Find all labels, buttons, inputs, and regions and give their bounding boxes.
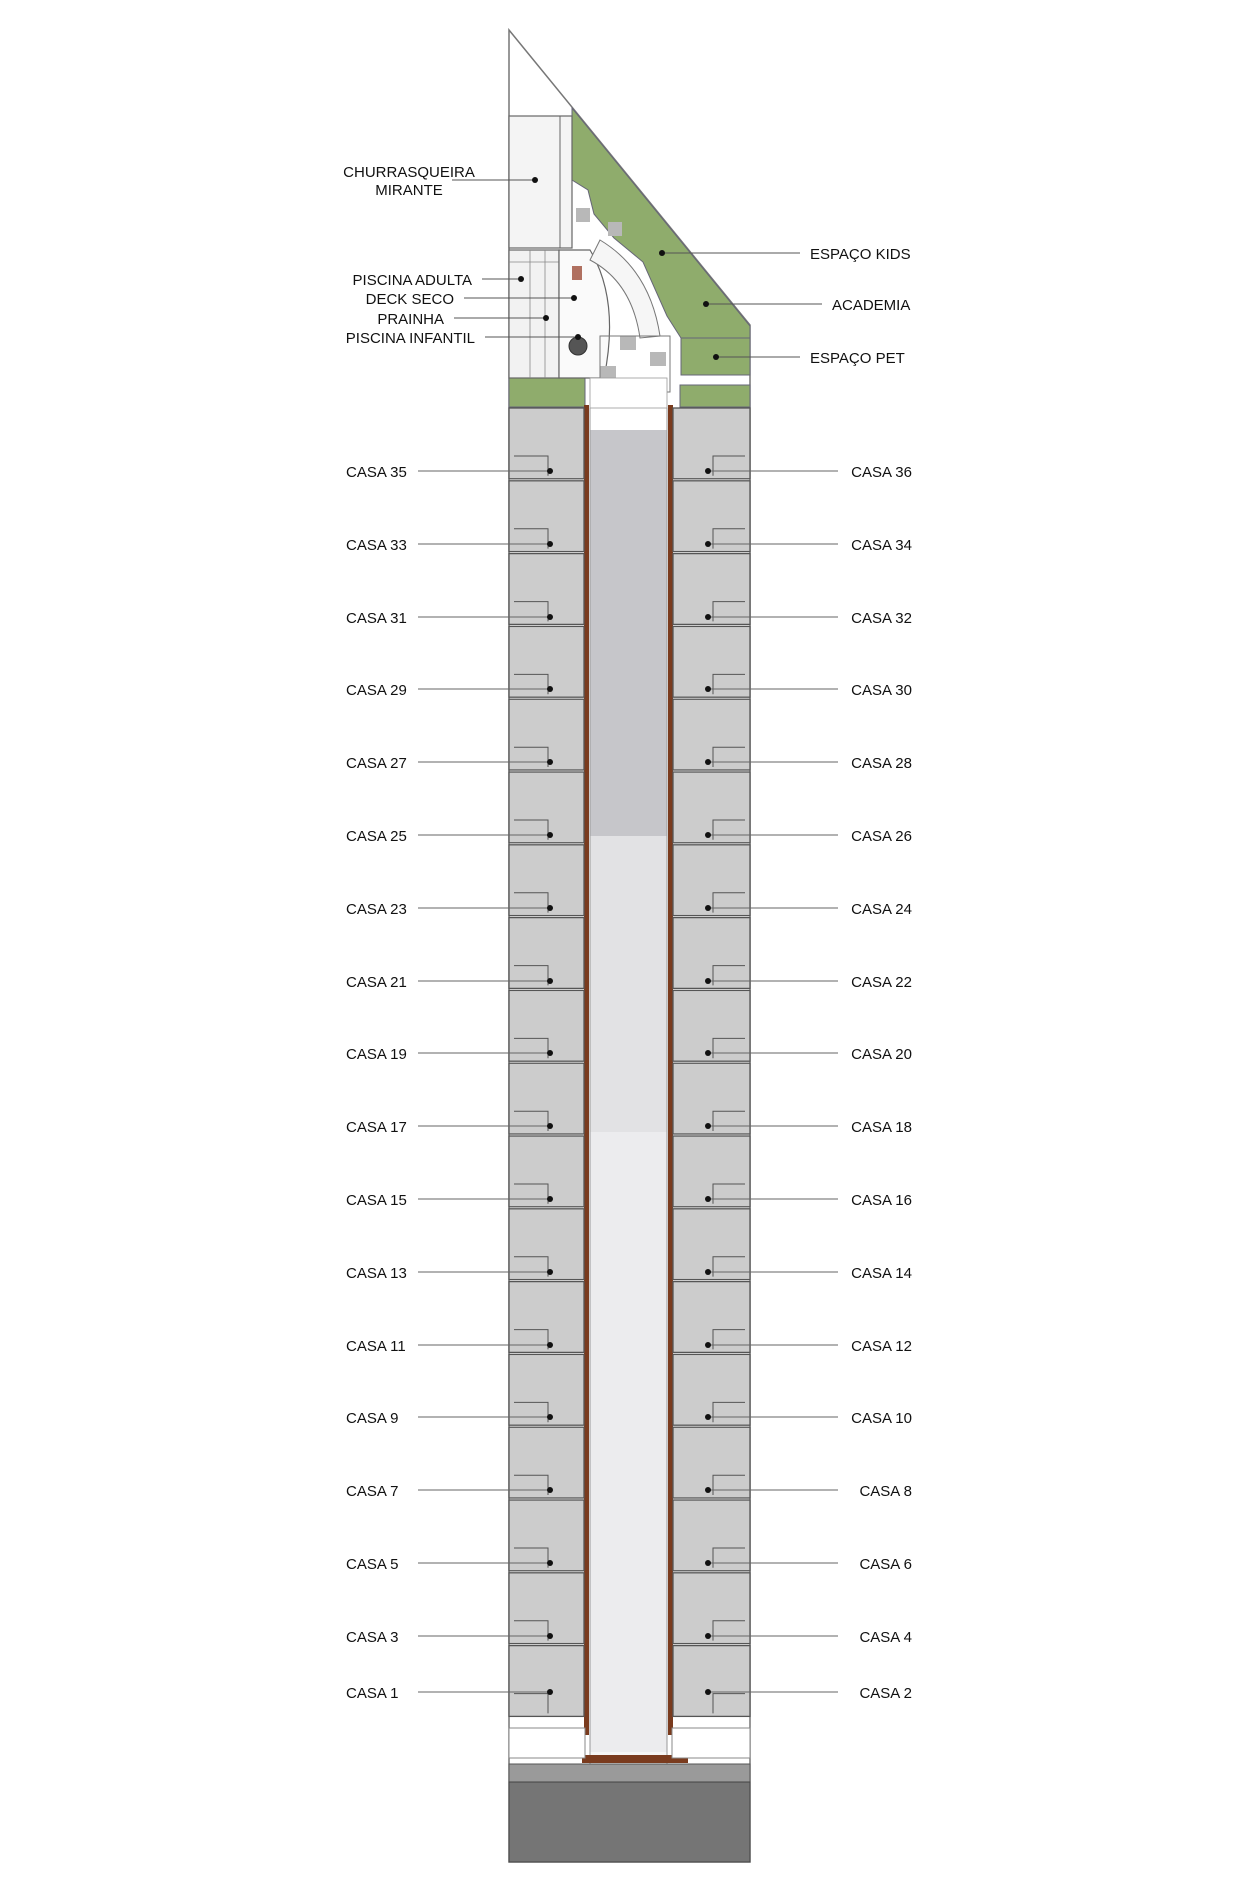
house-label-right: CASA 34 — [851, 537, 912, 554]
house-label-right: CASA 14 — [851, 1265, 912, 1282]
house-label-right: CASA 8 — [859, 1483, 912, 1500]
house-dot — [547, 1633, 553, 1639]
house-label-left: CASA 29 — [346, 682, 407, 699]
dot-academia — [703, 301, 709, 307]
house-dot — [705, 1196, 711, 1202]
house-label-right: CASA 18 — [851, 1119, 912, 1136]
house-label-left: CASA 7 — [346, 1483, 399, 1500]
house-lot-left — [509, 1136, 584, 1207]
brick-detail — [572, 266, 582, 280]
dot-prainha — [543, 315, 549, 321]
house-dot — [547, 1342, 553, 1348]
house-dot — [547, 1689, 553, 1695]
house-dot — [547, 614, 553, 620]
house-lot-left — [509, 481, 584, 552]
house-lot-left — [509, 1500, 584, 1571]
label-piscina-adulta: PISCINA ADULTA — [352, 272, 472, 289]
house-dot — [705, 468, 711, 474]
house-label-left: CASA 17 — [346, 1119, 407, 1136]
house-label-right: CASA 6 — [859, 1556, 912, 1573]
house-dot — [547, 1050, 553, 1056]
entrance-gap — [590, 378, 667, 408]
house-dot — [547, 905, 553, 911]
house-lot-right — [673, 845, 750, 916]
house-label-right: CASA 4 — [859, 1629, 912, 1646]
house-label-left: CASA 25 — [346, 828, 407, 845]
house-lot-left — [509, 1354, 584, 1425]
dot-churrasqueira — [532, 177, 538, 183]
house-lot-right — [673, 554, 750, 625]
label-piscina-infantil: PISCINA INFANTIL — [345, 330, 475, 347]
house-lot-right — [673, 408, 750, 479]
house-lot-left — [509, 772, 584, 843]
road-mid-section — [590, 836, 667, 1132]
house-lot-left — [509, 699, 584, 770]
house-dot — [705, 1414, 711, 1420]
house-lot-right — [673, 990, 750, 1061]
piscina-adulta — [509, 250, 559, 378]
label-churrasqueira: CHURRASQUEIRA — [343, 164, 475, 181]
house-lot-left — [509, 554, 584, 625]
house-label-right: CASA 30 — [851, 682, 912, 699]
house-dot — [705, 1050, 711, 1056]
house-lot-left — [509, 408, 584, 479]
house-label-right: CASA 2 — [859, 1685, 912, 1702]
house-label-right: CASA 10 — [851, 1410, 912, 1427]
house-lot-right — [673, 1136, 750, 1207]
house-dot — [705, 1689, 711, 1695]
house-label-right: CASA 26 — [851, 828, 912, 845]
house-label-right: CASA 22 — [851, 974, 912, 991]
deck-tile-2 — [608, 222, 622, 236]
lawn-strip-right — [680, 385, 750, 407]
house-label-right: CASA 32 — [851, 610, 912, 627]
deck-tile-5 — [650, 352, 666, 366]
house-label-right: CASA 24 — [851, 901, 912, 918]
house-lot-left — [509, 626, 584, 697]
house-label-left: CASA 23 — [346, 901, 407, 918]
house-dot — [705, 1123, 711, 1129]
house-dot — [705, 541, 711, 547]
house-lot-left — [509, 1282, 584, 1353]
dot-piscina-adulta — [518, 276, 524, 282]
house-lot-left — [509, 1573, 584, 1644]
wood-fence-right — [668, 405, 673, 1735]
bottom-right-strip — [672, 1728, 750, 1758]
house-label-left: CASA 13 — [346, 1265, 407, 1282]
house-lot-right — [673, 481, 750, 552]
house-dot — [547, 541, 553, 547]
house-dot — [705, 978, 711, 984]
house-dot — [705, 1269, 711, 1275]
house-label-left: CASA 15 — [346, 1192, 407, 1209]
label-mirante: MIRANTE — [375, 182, 443, 199]
house-lot-right — [673, 918, 750, 989]
label-deck-seco: DECK SECO — [365, 291, 454, 308]
house-dot — [547, 759, 553, 765]
house-lot-right — [673, 626, 750, 697]
house-lot-right — [673, 1354, 750, 1425]
house-label-left: CASA 21 — [346, 974, 407, 991]
road-dark-section — [590, 430, 667, 836]
house-label-right: CASA 12 — [851, 1338, 912, 1355]
house-lot-right — [673, 1500, 750, 1571]
house-label-left: CASA 1 — [346, 1685, 399, 1702]
dot-espaco-pet — [713, 354, 719, 360]
house-dot — [705, 905, 711, 911]
house-dot — [547, 686, 553, 692]
house-lot-right — [673, 1282, 750, 1353]
house-lot-right — [673, 1573, 750, 1644]
house-lot-left — [509, 1209, 584, 1280]
label-academia: ACADEMIA — [832, 297, 911, 314]
house-label-left: CASA 5 — [346, 1556, 399, 1573]
dot-deck-seco — [571, 295, 577, 301]
label-espaco-kids: ESPAÇO KIDS — [810, 246, 911, 263]
house-dot — [547, 978, 553, 984]
house-dot — [547, 1123, 553, 1129]
house-dot — [547, 1560, 553, 1566]
house-label-left: CASA 33 — [346, 537, 407, 554]
house-lot-right — [673, 1646, 750, 1717]
bottom-left-strip — [509, 1728, 585, 1758]
house-dot — [705, 832, 711, 838]
house-label-right: CASA 28 — [851, 755, 912, 772]
house-label-left: CASA 3 — [346, 1629, 399, 1646]
lawn-strip-left — [509, 377, 585, 407]
house-label-right: CASA 36 — [851, 464, 912, 481]
street — [509, 1782, 750, 1862]
deck-tile-1 — [576, 208, 590, 222]
house-dot — [547, 832, 553, 838]
label-espaco-pet: ESPAÇO PET — [810, 350, 905, 367]
road-light-section — [590, 1132, 667, 1752]
house-dot — [547, 1487, 553, 1493]
house-label-left: CASA 9 — [346, 1410, 399, 1427]
house-dot — [705, 759, 711, 765]
house-dot — [705, 1560, 711, 1566]
house-label-left: CASA 31 — [346, 610, 407, 627]
deck-tile-3 — [620, 336, 636, 350]
dot-piscina-infantil — [575, 334, 581, 340]
house-lot-right — [673, 699, 750, 770]
house-lot-left — [509, 1646, 584, 1717]
house-lot-left — [509, 1427, 584, 1498]
house-lot-left — [509, 1063, 584, 1134]
dot-espaco-kids — [659, 250, 665, 256]
house-label-left: CASA 35 — [346, 464, 407, 481]
wood-fence-left — [584, 405, 589, 1735]
house-lot-right — [673, 1209, 750, 1280]
house-dot — [705, 1342, 711, 1348]
house-dot — [547, 1414, 553, 1420]
house-label-left: CASA 19 — [346, 1046, 407, 1063]
house-dot — [705, 1487, 711, 1493]
house-label-left: CASA 27 — [346, 755, 407, 772]
house-dot — [547, 468, 553, 474]
house-dot — [705, 686, 711, 692]
house-lot-left — [509, 845, 584, 916]
house-lot-left — [509, 990, 584, 1061]
house-lot-right — [673, 772, 750, 843]
house-lot-left — [509, 918, 584, 989]
churrasqueira-building — [509, 116, 572, 248]
sidewalk — [509, 1764, 750, 1782]
house-dot — [547, 1196, 553, 1202]
house-dot — [705, 614, 711, 620]
label-prainha: PRAINHA — [377, 311, 444, 328]
house-dot — [547, 1269, 553, 1275]
house-label-left: CASA 11 — [346, 1338, 406, 1355]
house-label-right: CASA 16 — [851, 1192, 912, 1209]
house-lot-right — [673, 1063, 750, 1134]
house-label-right: CASA 20 — [851, 1046, 912, 1063]
house-lot-right — [673, 1427, 750, 1498]
house-dot — [705, 1633, 711, 1639]
